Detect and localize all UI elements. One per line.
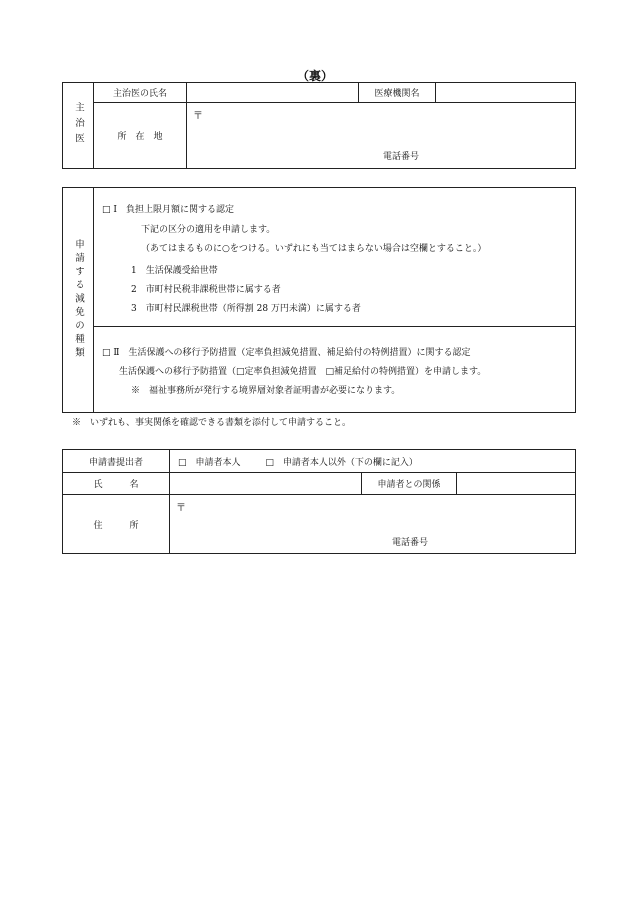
postal-mark: 〒 [193,111,203,122]
applicant-postal-mark: 〒 [176,503,186,514]
doctor-section-cell [63,83,94,169]
option1-heading[interactable] [102,202,234,215]
option1-checkbox[interactable]: □ [102,205,111,215]
doctor-table [62,82,576,169]
institution-label: 医療機関名 [359,83,436,103]
option1-item-1[interactable]: 1 生活保護受給世帯 [131,266,218,276]
relation-field[interactable] [457,473,576,495]
option2-line2: ※ 福祉事務所が発行する境界層対象者証明書が必要になります。 [131,386,401,396]
applicant-name-label: 氏 名 [63,473,170,495]
choice-self[interactable]: □ 申請者本人 [178,457,241,468]
doctor-address-field[interactable] [187,103,576,169]
applicant-address-field[interactable] [170,495,576,554]
doctor-phone-label: 電話番号 [383,152,420,162]
choice-other[interactable]: □ 申請者本人以外（下の欄に記入） [265,457,418,468]
doctor-section-label: 主治医 [73,102,84,149]
submitter-label: 申請書提出者 [63,450,170,473]
option2-cell [94,327,576,413]
option1-item-2[interactable]: 2 市町村民税非課税世帯に属する者 [131,285,281,295]
doctor-name-field[interactable] [187,83,359,103]
reduction-section-cell [63,188,94,413]
applicant-phone-label: 電話番号 [392,538,429,548]
doctor-address-label: 所 在 地 [94,103,187,169]
option1-line1: 下記の区分の適用を申請します。 [141,225,276,235]
doctor-name-label: 主治医の氏名 [94,83,187,103]
institution-field[interactable] [436,83,576,103]
submitter-choices [170,450,576,473]
page-title: （裏） [296,69,333,83]
option2-checkbox[interactable]: □ [102,348,111,358]
applicant-address-label: 住 所 [63,495,170,554]
option1-line2: （あてはまるものに○をつける。いずれにも当てはまらない場合は空欄とすること。） [141,244,487,254]
option2-heading-text: Ⅱ 生活保護への移行予防措置（定率負担減免措置、補足給付の特例措置）に関する認定 [113,348,471,358]
relation-label: 申請者との関係 [362,473,457,495]
option1-cell [94,188,576,327]
reduction-section-label: 申請する減免の種類 [73,239,84,361]
applicant-name-field[interactable] [170,473,362,495]
option1-heading-text: Ⅰ 負担上限月額に関する認定 [113,205,234,215]
option2-heading[interactable] [102,345,471,358]
option2-line1: 生活保護への移行予防措置（□定率負担減免措置 □補足給付の特例措置）を申請します。 [119,367,487,377]
applicant-table [62,449,576,554]
attachment-note: ※ いずれも、事実関係を確認できる書類を添付して申請すること。 [72,418,352,428]
option1-item-3[interactable]: 3 市町村民課税世帯（所得割 28 万円未満）に属する者 [131,304,361,314]
reduction-table [62,187,576,413]
